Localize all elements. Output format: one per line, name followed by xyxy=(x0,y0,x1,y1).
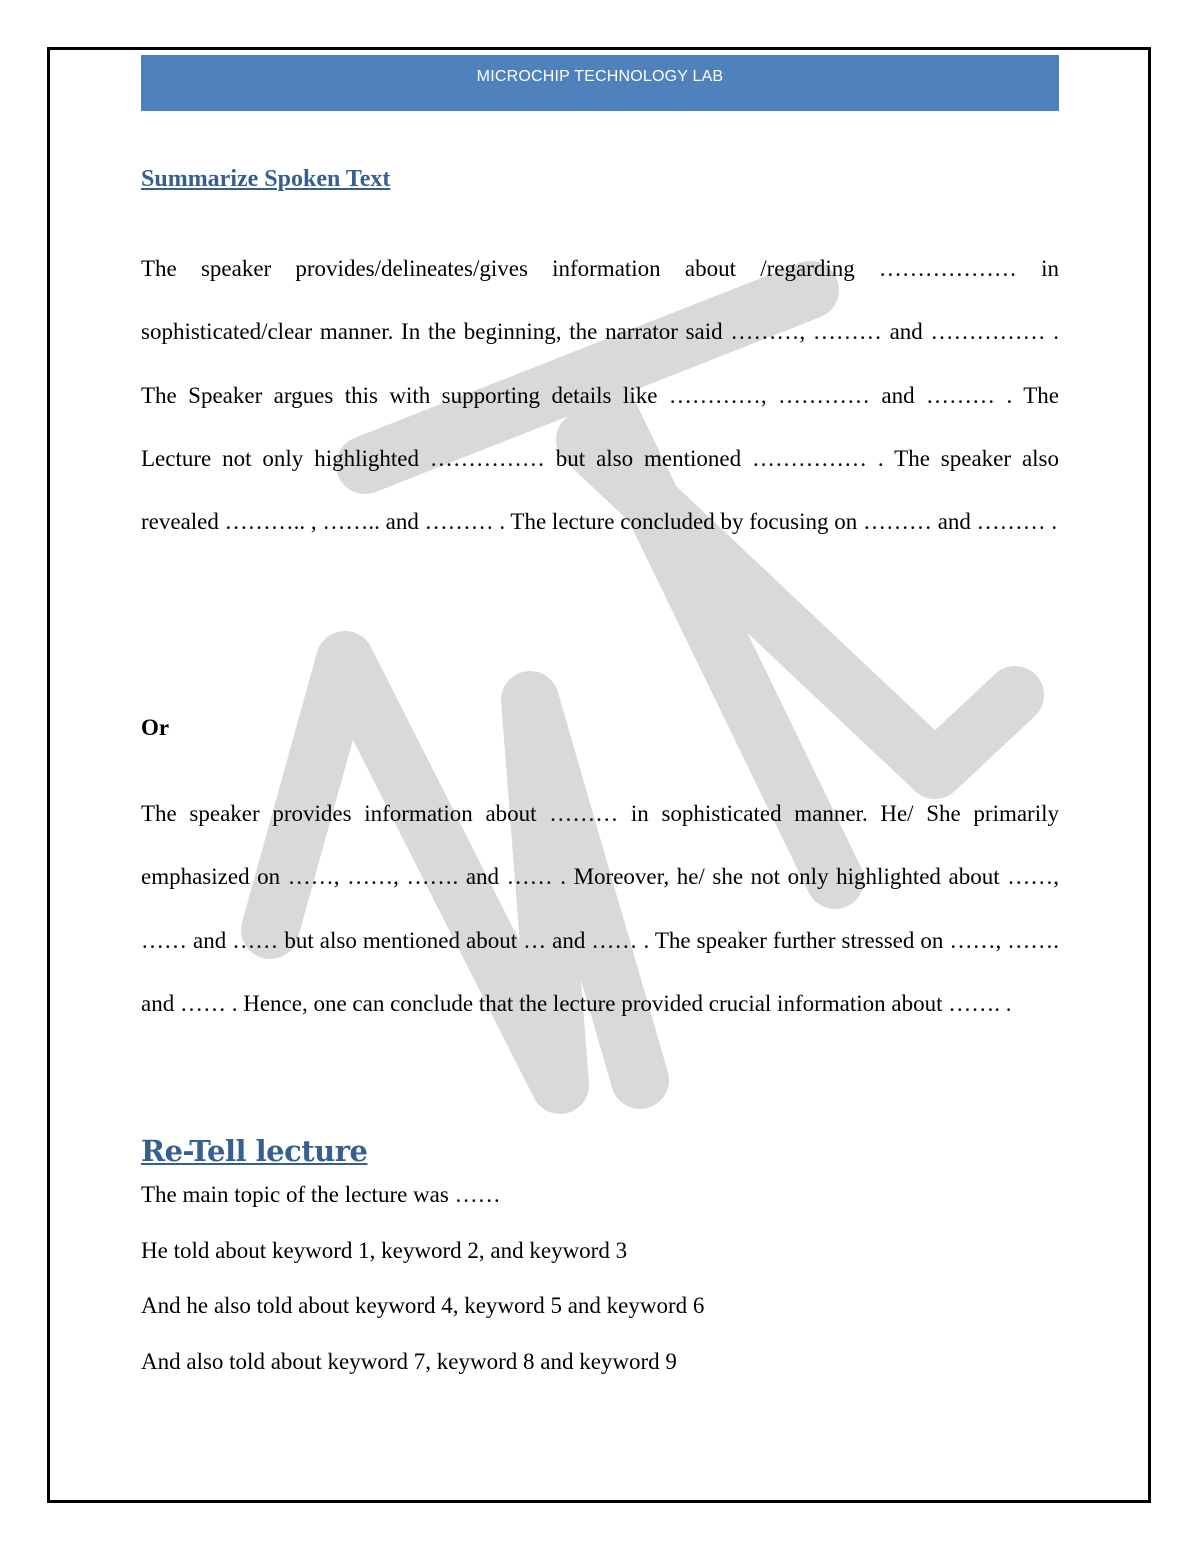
retell-lecture-heading: Re-Tell lecture xyxy=(141,1134,368,1168)
or-label: Or xyxy=(141,715,170,740)
retell-line: And he also told about keyword 4, keyword 5 and keyword 6 xyxy=(141,1293,705,1319)
header-bar xyxy=(141,55,1059,111)
header-title: MICROCHIP TECHNOLOGY LAB xyxy=(476,68,724,85)
summarize-spoken-text-heading: Summarize Spoken Text xyxy=(141,166,391,192)
summary-paragraph: The speaker provides/delineates/gives information about /regarding ……………… in sophisticated/clear manner. In the beginning, the narrator said ………, ……… and …………… . The Speaker argues this with supporting details like …………, ………… and ……… . The Lecture not only highlighted …………… but also mentioned …………… . The speaker also revealed ……….. , …….. and ……… . The lecture concluded by focusing on ……… and ……… . xyxy=(141,256,1059,535)
retell-line: He told about keyword 1, keyword 2, and keyword 3 xyxy=(141,1237,628,1263)
retell-line: And also told about keyword 7, keyword 8 and keyword 9 xyxy=(141,1348,677,1374)
retell-line: The main topic of the lecture was …… xyxy=(141,1182,501,1207)
retell-lines xyxy=(141,1178,1059,1400)
summary-paragraph-alt: The speaker provides information about ……… in sophisticated manner. He/ She primarily emphasized on ……, ……, ……. and …… . Moreover, he/ she not only highlighted about ……, …… and …… but also mentioned about … and …… . The speaker further stressed on ……, ……. and …… . Hence, one can conclude that the lecture provided crucial information about ……. . xyxy=(141,801,1059,1016)
